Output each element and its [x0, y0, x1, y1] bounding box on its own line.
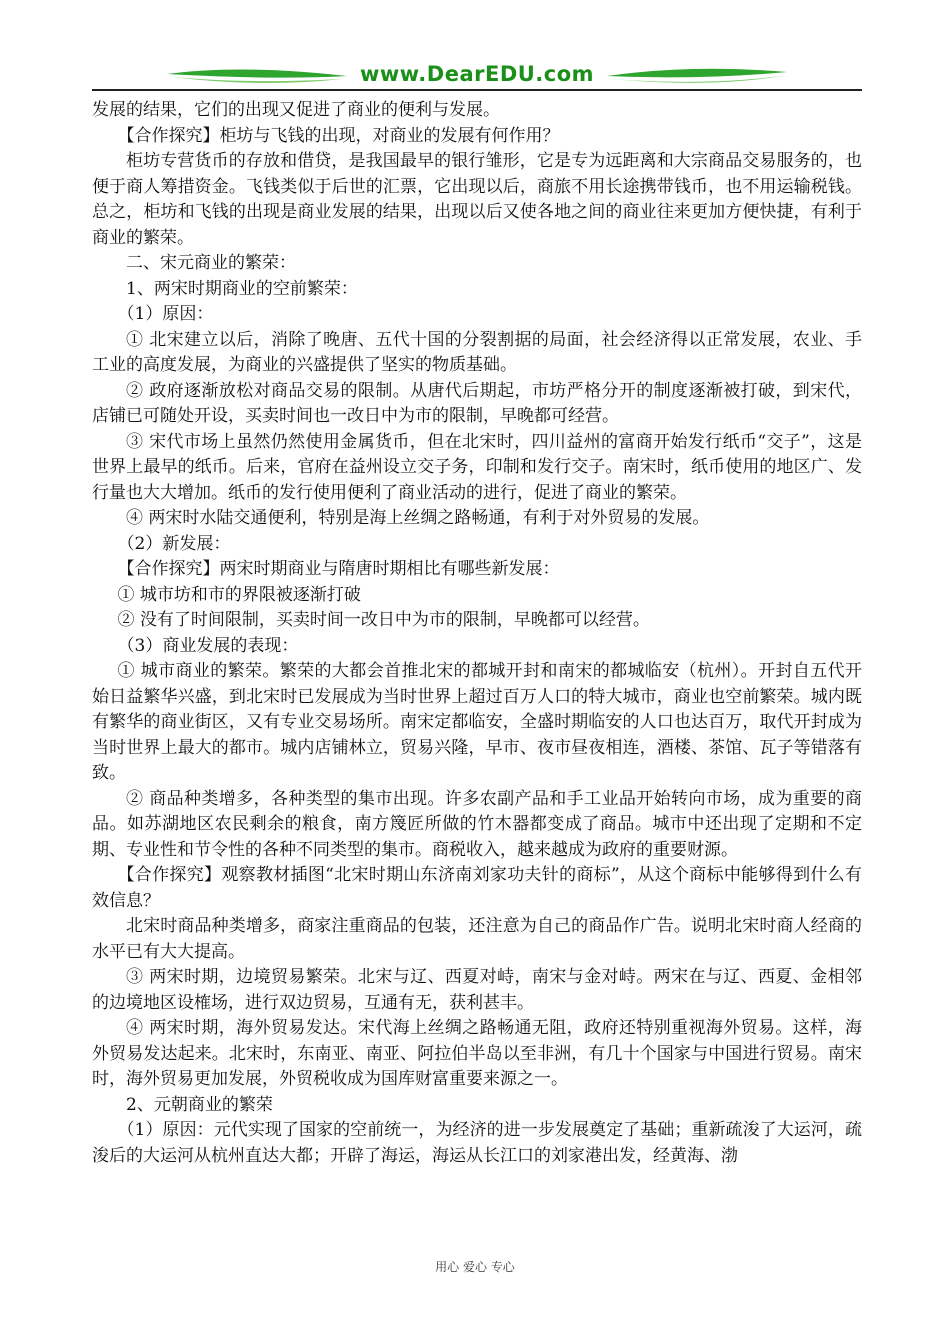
paragraph: （2）新发展： [117, 533, 231, 554]
paragraph: ④ 两宋时期，海外贸易发达。宋代海上丝绸之路畅通无阻，政府还特别重视海外贸易。这样，海外贸易发达起来。北宋时，东南亚、南亚、阿拉伯半岛以至非洲，有几十个国家与中国进行贸易。南宋时，海外贸易更加发展，外贸税收成为国库财富重要来源之一。 [92, 1018, 862, 1089]
paragraph: ③ 两宋时期，边境贸易繁荣。北宋与辽、西夏对峙，南宋与金对峙。两宋在与辽、西夏、金相邻的边境地区设榷场，进行双边贸易，互通有无，获利甚丰。 [92, 967, 862, 1013]
header-rule [92, 89, 862, 91]
site-logo-text[interactable]: www.DearEDU.com [359, 62, 595, 86]
paragraph: 2、元朝商业的繁荣 [126, 1094, 273, 1115]
paragraph: ② 政府逐渐放松对商品交易的限制。从唐代后期起，市坊严格分开的制度逐渐被打破，到宋代，店铺已可随处开设，买卖时间也一改日中为市的限制，早晚都可经营。 [92, 380, 862, 426]
paragraph: 发展的结果，它们的出现又促进了商业的便利与发展。 [92, 100, 500, 120]
paragraph: （1）原因： [117, 304, 214, 324]
site-header-banner [92, 58, 862, 92]
paragraph: 1、两宋时期商业的空前繁荣： [126, 278, 358, 299]
paragraph: 【合作探究】观察教材插图“北宋时期山东济南刘家功夫针的商标”，从这个商标中能够得到什么有效信息？ [92, 865, 862, 911]
page-footer: 用心 爱心 专心 [435, 1260, 515, 1274]
paragraph: 二、宋元商业的繁荣： [126, 253, 296, 273]
paragraph: ② 商品种类增多，各种类型的集市出现。许多农副产品和手工业品开始转向市场，成为重要的商品。如苏湖地区农民剩余的粮食，南方篾匠所做的竹木器都变成了商品。城市中还出现了定期和不定期、专业性和节令性的各种不同类型的集市。商税收入，越来越成为政府的重要财源。 [92, 788, 862, 860]
paragraph: 【合作探究】柜坊与飞钱的出现，对商业的发展有何作用？ [117, 125, 560, 146]
paragraph: （3）商业发展的表现： [117, 635, 299, 656]
document-body [92, 98, 862, 1169]
paragraph: ① 北宋建立以后，消除了晚唐、五代十国的分裂割据的局面，社会经济得以正常发展，农业、手工业的高度发展，为商业的兴盛提供了坚实的物质基础。 [92, 329, 862, 375]
paragraph: ③ 宋代市场上虽然仍然使用金属货币，但在北宋时，四川益州的富商开始发行纸币“交子”，这是世界上最早的纸币。后来，官府在益州设立交子务，印制和发行交子。南宋时，纸币使用的地区广、发行量也大大增加。纸币的发行使用便利了商业活动的进行，促进了商业的繁荣。 [92, 431, 862, 503]
paragraph: ④ 两宋时水陆交通便利，特别是海上丝绸之路畅通，有利于对外贸易的发展。 [126, 508, 710, 528]
paragraph: ① 城市商业的繁荣。繁荣的大都会首推北宋的都城开封和南宋的都城临安（杭州）。开封自五代开始日益繁华兴盛，到北宋时已发展成为当时世界上超过百万人口的特大城市，商业也空前繁荣。城内既有繁华的商业街区，又有专业交易场所。南宋定都临安，全盛时期临安的人口也达百万，取代开封成为当时世界上最大的都市。城内店铺林立，贸易兴隆，早市、夜市昼夜相连，酒楼、茶馆、瓦子等错落有致。 [92, 661, 862, 783]
paragraph: 柜坊专营货币的存放和借贷，是我国最早的银行雏形，它是专为远距离和大宗商品交易服务的，也便于商人筹措资金。飞钱类似于后世的汇票，它出现以后，商旅不用长途携带钱币，也不用运输税钱。总之，柜坊和飞钱的出现是商业发展的结果，出现以后又使各地之间的商业往来更加方便快捷，有利于商业的繁荣。 [92, 151, 862, 248]
paragraph: 北宋时商品种类增多，商家注重商品的包装，还注意为自己的商品作广告。说明北宋时商人经商的水平已有大大提高。 [92, 916, 862, 962]
paragraph: （1）原因：元代实现了国家的空前统一，为经济的进一步发展奠定了基础；重新疏浚了大运河，疏浚后的大运河从杭州直达大都；开辟了海运，海运从长江口的刘家港出发，经黄海、渤 [92, 1120, 862, 1166]
paragraph: ① 城市坊和市的界限被逐渐打破 [117, 584, 361, 605]
paragraph: ② 没有了时间限制，买卖时间一改日中为市的限制，早晚都可以经营。 [117, 610, 650, 630]
paragraph: 【合作探究】两宋时期商业与隋唐时期相比有哪些新发展： [117, 559, 560, 579]
